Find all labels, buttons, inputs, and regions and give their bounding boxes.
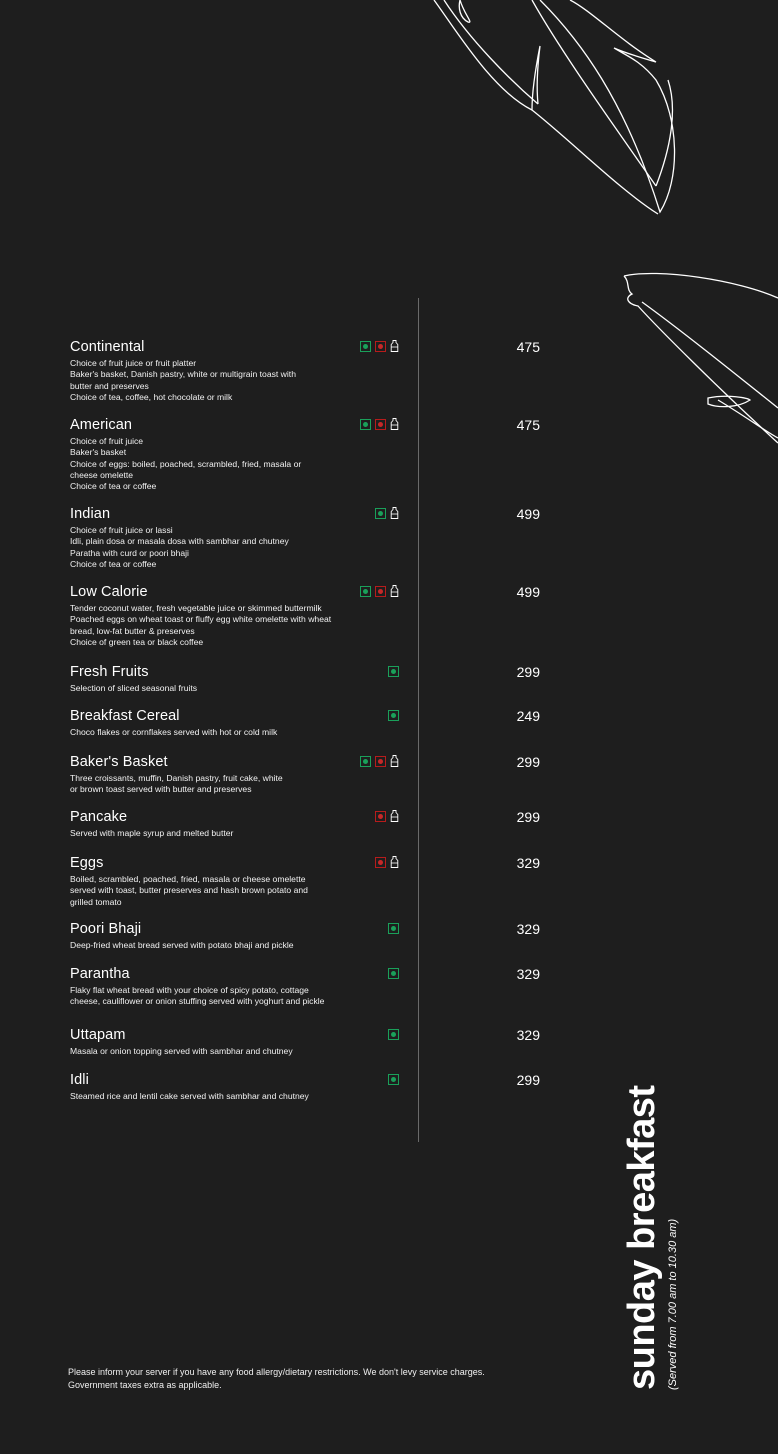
- menu-item-name: Idli: [70, 1072, 89, 1088]
- menu-item-price: 499: [516, 584, 540, 600]
- diet-icons: [360, 339, 399, 353]
- milk-bottle-icon: [390, 755, 399, 767]
- non-veg-icon: [375, 756, 386, 767]
- menu-item-name: Baker's Basket: [70, 754, 168, 770]
- description-line: Baker's basket: [70, 447, 127, 458]
- description-line: Idli, plain dosa or masala dosa with sambhar and chutney: [70, 536, 289, 547]
- milk-bottle-icon: [390, 507, 399, 519]
- description-line: Paratha with curd or poori bhaji: [70, 547, 189, 558]
- menu-item-name: Pancake: [70, 809, 128, 825]
- veg-icon: [388, 710, 399, 721]
- menu-item: [70, 664, 370, 694]
- description-line: Choice of fruit juice or lassi: [70, 525, 173, 535]
- menu-item-description: [70, 727, 370, 738]
- description-line: served with toast, butter preserves and hash brown potato and: [70, 885, 308, 896]
- menu-item-name: Continental: [70, 339, 145, 355]
- menu-item-price: 329: [516, 966, 540, 982]
- footer-line-1: Please inform your server if you have any food allergy/dietary restrictions. We don't levy service charges.: [68, 1367, 485, 1377]
- diet-icons: [360, 754, 399, 768]
- menu-item-description: [70, 1091, 370, 1102]
- description-line: Choice of fruit juice: [70, 436, 144, 446]
- description-line: or brown toast served with butter and preserves: [70, 784, 252, 795]
- description-line: Choice of eggs: boiled, poached, scrambled, fried, masala or: [70, 458, 302, 469]
- diet-icons: [360, 584, 399, 598]
- menu-item-name: American: [70, 417, 133, 433]
- menu-item-name: Fresh Fruits: [70, 664, 149, 680]
- veg-icon: [388, 923, 399, 934]
- menu-item-name: Eggs: [70, 855, 104, 871]
- menu-item-price: 249: [516, 708, 540, 724]
- description-line: Deep-fried wheat bread served with potato bhaji and pickle: [70, 940, 294, 950]
- description-line: grilled tomato: [70, 896, 122, 907]
- footer-line-2: Government taxes extra as applicable.: [68, 1380, 222, 1390]
- description-line: Choco flakes or cornflakes served with hot or cold milk: [70, 727, 278, 737]
- serving-hours: (Served from 7.00 am to 10.30 am): [667, 1218, 679, 1390]
- menu-item-price: 475: [516, 417, 540, 433]
- diet-icons: [388, 708, 399, 722]
- title-block: [620, 1020, 700, 1390]
- non-veg-icon: [375, 811, 386, 822]
- description-line: Three croissants, muffin, Danish pastry, fruit cake, white: [70, 773, 283, 783]
- veg-icon: [360, 419, 371, 430]
- menu-item: [70, 506, 370, 570]
- menu-item-description: [70, 828, 370, 839]
- leaf-illustration-right: [618, 268, 778, 448]
- menu-item-price: 299: [516, 1072, 540, 1088]
- description-line: Choice of green tea or black coffee: [70, 636, 204, 647]
- description-line: Choice of fruit juice or fruit platter: [70, 358, 197, 368]
- veg-icon: [388, 968, 399, 979]
- menu-item: [70, 855, 370, 908]
- menu-item-description: [70, 874, 370, 908]
- description-line: Steamed rice and lentil cake served with sambhar and chutney: [70, 1091, 309, 1101]
- description-line: bread, low-fat butter & preserves: [70, 625, 195, 636]
- non-veg-icon: [375, 586, 386, 597]
- description-line: cheese omelette: [70, 469, 134, 480]
- description-line: Masala or onion topping served with sambhar and chutney: [70, 1046, 293, 1056]
- diet-icons: [360, 417, 399, 431]
- menu-item-description: [70, 683, 370, 694]
- menu-item: [70, 708, 370, 738]
- diet-icons: [388, 966, 399, 980]
- veg-icon: [360, 756, 371, 767]
- menu-item-price: 299: [516, 664, 540, 680]
- menu-item-description: [70, 940, 370, 951]
- menu-item-description: [70, 436, 370, 492]
- menu-item-description: [70, 525, 370, 570]
- menu-item-description: [70, 1046, 370, 1057]
- diet-icons: [388, 664, 399, 678]
- menu-item: [70, 921, 370, 951]
- description-line: Poached eggs on wheat toast or fluffy egg white omelette with wheat: [70, 614, 332, 625]
- menu-item-price: 299: [516, 809, 540, 825]
- veg-icon: [388, 1029, 399, 1040]
- menu-item-price: 329: [516, 921, 540, 937]
- menu-item: [70, 754, 370, 796]
- non-veg-icon: [375, 857, 386, 868]
- menu-item: [70, 339, 370, 403]
- diet-icons: [388, 1072, 399, 1086]
- menu-item-name: Breakfast Cereal: [70, 708, 180, 724]
- description-line: Tender coconut water, fresh vegetable juice or skimmed buttermilk: [70, 603, 322, 613]
- diet-icons: [375, 855, 399, 869]
- menu-item-name: Parantha: [70, 966, 130, 982]
- menu-item-name: Indian: [70, 506, 111, 522]
- menu-item-price: 499: [516, 506, 540, 522]
- menu-item: [70, 1027, 370, 1057]
- milk-bottle-icon: [390, 585, 399, 597]
- description-line: Selection of sliced seasonal fruits: [70, 683, 198, 693]
- milk-bottle-icon: [390, 856, 399, 868]
- description-line: Boiled, scrambled, poached, fried, masala or cheese omelette: [70, 874, 306, 884]
- column-divider: [418, 298, 419, 1142]
- menu-item-description: [70, 603, 370, 648]
- non-veg-icon: [375, 419, 386, 430]
- menu-item-name: Uttapam: [70, 1027, 126, 1043]
- diet-icons: [375, 809, 399, 823]
- menu-item-description: [70, 985, 370, 1008]
- menu-item-name: Low Calorie: [70, 584, 148, 600]
- veg-icon: [375, 508, 386, 519]
- milk-bottle-icon: [390, 340, 399, 352]
- menu-item: [70, 1072, 370, 1102]
- description-line: Served with maple syrup and melted butter: [70, 828, 234, 838]
- non-veg-icon: [375, 341, 386, 352]
- veg-icon: [360, 341, 371, 352]
- leaf-illustration-top: [420, 0, 710, 230]
- milk-bottle-icon: [390, 418, 399, 430]
- footer-note: [68, 1366, 485, 1392]
- description-line: Flaky flat wheat bread with your choice of spicy potato, cottage: [70, 985, 309, 995]
- menu-title: sunday breakfast: [621, 1085, 663, 1390]
- description-line: cheese, cauliflower or onion stuffing served with yoghurt and pickle: [70, 996, 325, 1007]
- description-line: Choice of tea or coffee: [70, 558, 157, 569]
- description-line: Choice of tea or coffee: [70, 481, 157, 492]
- description-line: butter and preserves: [70, 380, 149, 391]
- menu-item-price: 329: [516, 1027, 540, 1043]
- menu-item-price: 475: [516, 339, 540, 355]
- menu-item-price: 329: [516, 855, 540, 871]
- menu-item: [70, 809, 370, 839]
- menu-item-description: [70, 358, 370, 403]
- menu-item-name: Poori Bhaji: [70, 921, 142, 937]
- menu-item-price: 299: [516, 754, 540, 770]
- menu-item-description: [70, 773, 370, 796]
- diet-icons: [388, 1027, 399, 1041]
- veg-icon: [388, 1074, 399, 1085]
- milk-bottle-icon: [390, 810, 399, 822]
- description-line: Choice of tea, coffee, hot chocolate or milk: [70, 391, 233, 402]
- description-line: Baker's basket, Danish pastry, white or multigrain toast with: [70, 369, 296, 380]
- menu-item: [70, 584, 370, 648]
- menu-item: [70, 966, 370, 1008]
- diet-icons: [375, 506, 399, 520]
- veg-icon: [360, 586, 371, 597]
- diet-icons: [388, 921, 399, 935]
- menu-item: [70, 417, 370, 492]
- veg-icon: [388, 666, 399, 677]
